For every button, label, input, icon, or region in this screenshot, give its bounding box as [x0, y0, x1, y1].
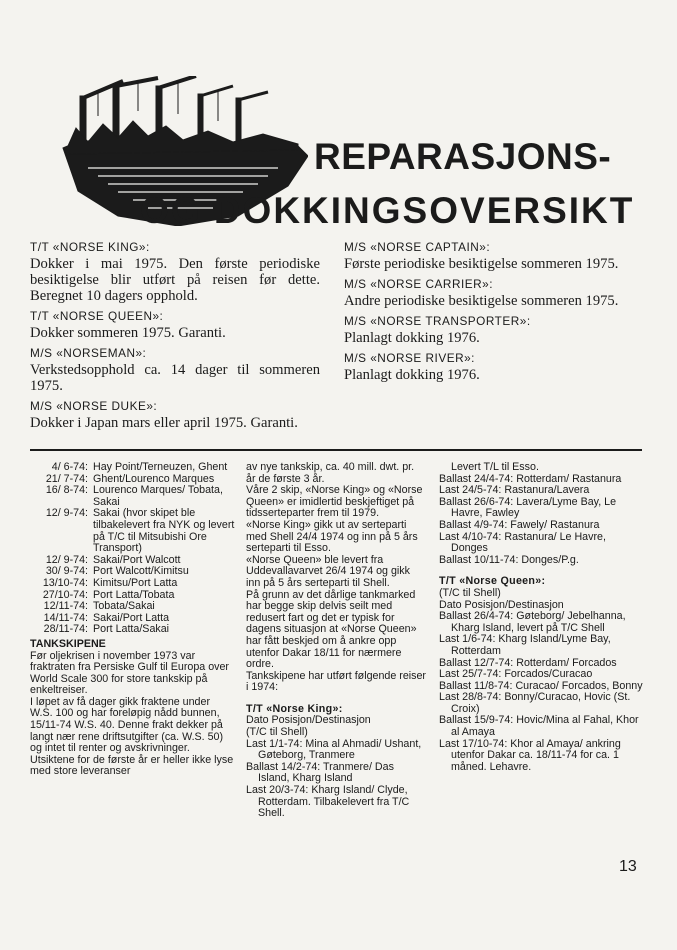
schedule-route: Sakai (hvor skipet ble tilbakelevert fra NYK og levert på T/C til Mitsubishi Ore Transport): [93, 507, 235, 555]
voyage-line: Last 17/10-74: Khor al Amaya/ ankring utenfor Dakar ca. 18/11-74 for ca. 1 måned. Lehavre.: [439, 737, 621, 773]
voyage-line: Ballast 26/4-74: Gøteborg/ Jebelhanna, Kharg Island, levert på T/C Shell: [439, 610, 626, 634]
schedule-date: 28/11-74:: [43, 623, 88, 636]
ship-title: M/S «NORSE DUKE»:: [30, 399, 158, 413]
paragraph: Våre 2 skip, «Norse King» og «Norse Queen» er imidlertid beskjeftiget på tidsserteparter frem til 1979.: [246, 484, 423, 520]
schedule-date: 12/11-74:: [43, 600, 88, 613]
voyage-line: Ballast 15/9-74: Hovic/Mina al Fahal, Khor al Amaya: [439, 714, 639, 739]
voyage-line: Last 1/1-74: Mina al Ahmadi/ Ushant, Gøteborg, Tranmere: [246, 737, 422, 762]
ship-entry: [30, 399, 320, 431]
schedule-date: 4/ 6-74:: [51, 461, 88, 473]
voyage-line: (T/C til Shell): [246, 726, 308, 739]
paragraph: Før oljekrisen i november 1973 var fraktraten fra Persiske Gulf til Europa over World Scale 300 for store tankskip på enkeltreiser.: [30, 649, 229, 697]
paragraph: av nye tankskip, ca. 40 mill. dwt. pr. år de første 3 år.: [246, 461, 415, 485]
schedule-date: 30/ 9-74:: [45, 565, 88, 578]
schedule-row: [30, 578, 235, 590]
schedule-route: Sakai/Port Latta: [93, 611, 170, 624]
ship-text: Planlagt dokking 1976.: [344, 330, 480, 346]
schedule-row: [30, 485, 235, 508]
page-title-line1: REPARASJONS-: [314, 136, 612, 177]
schedule-date: 12/ 9-74:: [45, 553, 88, 566]
schedule-route: Ghent/Lourenco Marques: [93, 472, 215, 485]
ship-text: Dokker i mai 1975. Den første periodiske besiktigelse blir utført på reisen før dette. Beregnet 10 dagers opphold.: [30, 256, 320, 304]
schedule-route: Tobata/Sakai: [93, 600, 155, 613]
schedule-date: 13/10-74:: [42, 576, 88, 589]
paragraph: I løpet av få dager gikk fraktene under W.S. 100 og har foreløpig nådd bunnen, 15/11-74 W.S. 40. Denne frakt dekker på langt nær rene driftsutgifter (ca. W.S. 50) og intet til renter og avskrivninger.: [30, 695, 224, 755]
lower-column-1: [30, 462, 235, 778]
ship-entry: [30, 346, 320, 394]
paragraph: På grunn av det dårlige tankmarked har begge skip delvis seilt med redusert fart og det er typisk for dagens situasjon at «Norse Queen» har fått beskjed om å ankre opp utenfor Dakar 18/11 for nærmere ordre.: [246, 588, 417, 671]
voyage-line: Last 28/8-74: Bonny/Curacao, Hovic (St. Croix): [439, 691, 631, 715]
voyage-line: Dato Posisjon/Destinasjon: [246, 714, 371, 727]
ship-title: M/S «NORSE CAPTAIN»:: [344, 240, 491, 254]
lower-column-2: [246, 462, 426, 820]
ship-entry: [344, 314, 634, 346]
voyage-line: Last 4/10-74: Rastanura/ Le Havre, Donges: [439, 530, 606, 555]
voyage-line: Ballast 14/2-74: Tranmere/ Das Island, Kharg Island: [246, 760, 394, 785]
lower-column-3: [439, 462, 644, 773]
ship-text: Første periodiske besiktigelse sommeren 1975.: [344, 256, 619, 272]
voyage-line: Last 24/5-74: Rastanura/Lavera: [439, 484, 590, 497]
ship-text: Andre periodiske besiktigelse sommeren 1975.: [344, 293, 619, 309]
voyage-line: Levert T/L til Esso.: [451, 461, 539, 473]
schedule-route: Hay Point/Terneuzen, Ghent: [93, 461, 228, 473]
voyage-line: Ballast 12/7-74: Rotterdam/ Forcados: [439, 656, 617, 669]
schedule-date: 27/10-74:: [42, 588, 88, 601]
ship-title: M/S «NORSE CARRIER»:: [344, 277, 493, 291]
ship-title: M/S «NORSE RIVER»:: [344, 351, 475, 365]
schedule-route: Kimitsu/Port Latta: [93, 576, 178, 589]
schedule-date: 14/11-74:: [43, 611, 88, 624]
voyage-line: Last 1/6-74: Kharg Island/Lyme Bay, Rotterdam: [439, 633, 611, 657]
voyage-line: Ballast 26/6-74: Lavera/Lyme Bay, Le Havre, Fawley: [439, 495, 617, 520]
voyage-ship-title: T/T «Norse Queen»:: [439, 575, 546, 588]
schedule-date: 16/ 8-74:: [45, 484, 88, 497]
schedule-route: Sakai/Port Walcott: [93, 553, 181, 566]
ship-entry: [344, 240, 634, 272]
upper-right-column: [344, 240, 634, 388]
ship-text: Dokker sommeren 1975. Garanti.: [30, 325, 226, 341]
schedule-row: [30, 462, 235, 474]
ship-title: T/T «NORSE QUEEN»:: [30, 309, 164, 323]
voyage-line: Dato Posisjon/Destinasjon: [439, 598, 564, 611]
paragraph: Tankskipene har utført følgende reiser i 1974:: [246, 669, 426, 694]
section-heading: TANKSKIPENE: [30, 637, 106, 650]
voyage-line: (T/C til Shell): [439, 586, 501, 599]
ship-entry: [344, 351, 634, 383]
voyage-line: Ballast 10/11-74: Donges/P.g.: [439, 553, 579, 566]
voyage-line: Last 25/7-74: Forcados/Curacao: [439, 668, 593, 681]
ship-entry: [30, 309, 320, 341]
paragraph: «Norse King» gikk ut av serteparti med Shell 24/4 1974 og inn på 5 års serteparti til Esso.: [246, 518, 418, 555]
voyage-ship-title: T/T «Norse King»:: [246, 702, 343, 715]
schedule-date: 12/ 9-74:: [45, 507, 88, 520]
ship-text: Dokker i Japan mars eller april 1975. Garanti.: [30, 415, 298, 431]
schedule-row: [30, 601, 235, 613]
ship-entry: [30, 240, 320, 304]
schedule-route: Port Latta/Sakai: [93, 623, 170, 636]
paragraph: Utsiktene for de første år er heller ikke lyse med store leveranser: [30, 753, 234, 778]
page-title-line2: OG DOKKINGSOVERSIKT: [140, 190, 635, 231]
ship-title: T/T «NORSE KING»:: [30, 240, 150, 254]
page-number: 13: [619, 858, 637, 875]
ship-title: M/S «NORSEMAN»:: [30, 346, 147, 360]
voyage-line: Ballast 24/4-74: Rotterdam/ Rastanura: [439, 472, 622, 485]
ship-entry: [344, 277, 634, 309]
paragraph: «Norse Queen» ble levert fra Uddevallavarvet 26/4 1974 og gikk inn på 5 års serteparti til Shell.: [246, 553, 410, 589]
ship-text: Verkstedsopphold ca. 14 dager til sommeren 1975.: [30, 362, 320, 394]
ship-title: M/S «NORSE TRANSPORTER»:: [344, 314, 531, 328]
voyage-line: Ballast 4/9-74: Fawely/ Rastanura: [439, 518, 600, 531]
schedule-route: Port Latta/Tobata: [93, 588, 175, 601]
section-divider: [30, 449, 642, 451]
schedule-route: Port Walcott/Kimitsu: [93, 565, 189, 578]
schedule-row: [30, 624, 235, 636]
schedule-route: Lourenco Marques/ Tobata, Sakai: [93, 484, 223, 508]
schedule-date: 21/ 7-74:: [45, 472, 88, 485]
upper-left-column: [30, 240, 320, 436]
voyage-line: Ballast 11/8-74: Curacao/ Forcados, Bonny: [439, 679, 643, 692]
schedule-row: [30, 508, 235, 554]
ship-text: Planlagt dokking 1976.: [344, 367, 480, 383]
voyage-line: Last 20/3-74: Kharg Island/ Clyde, Rotterdam. Tilbakelevert fra T/C Shell.: [246, 784, 410, 820]
